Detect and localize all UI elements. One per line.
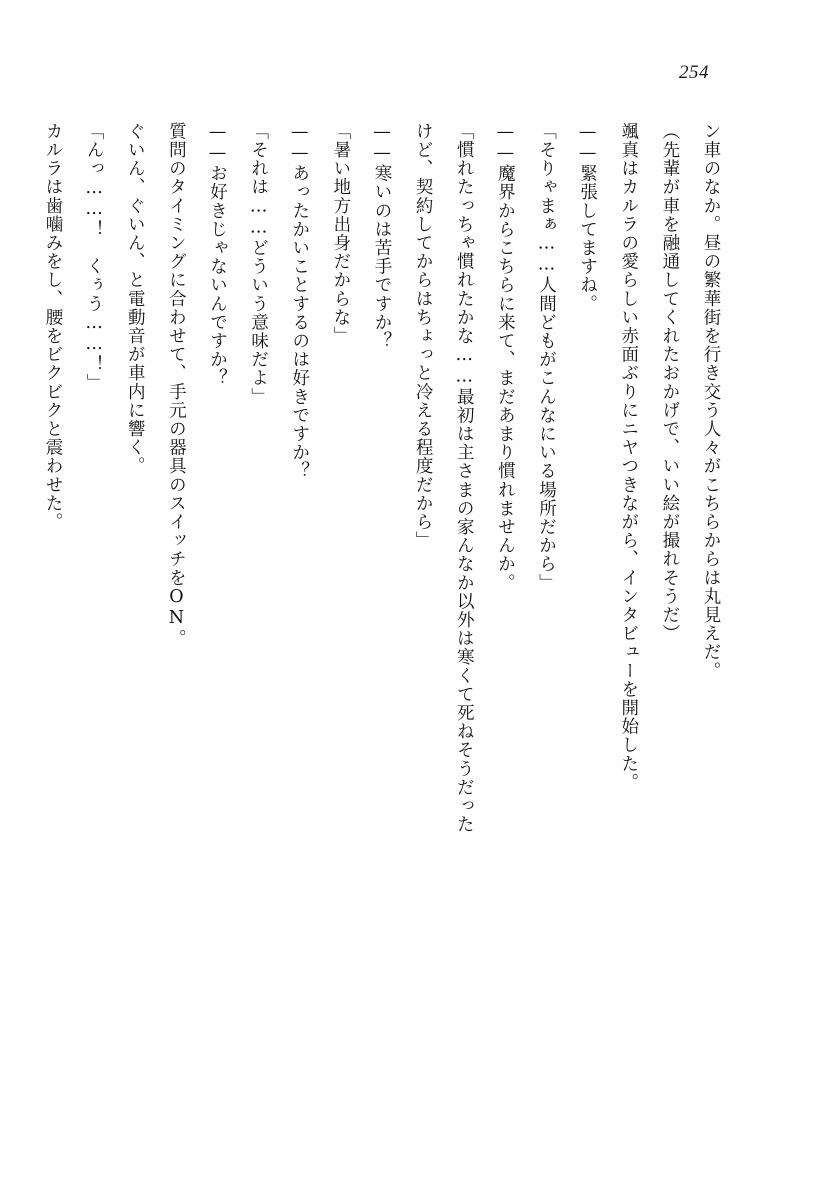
paragraph: 「そりゃまぁ……人間どもがこんなにいる場所だから」 [536, 122, 557, 592]
paragraph: ぐいん、ぐいん、と電動音が車内に響く。 [125, 122, 146, 476]
paragraph: （先輩が車を融通してくれたおかげで、いい絵が撮れそうだ） [659, 122, 680, 643]
paragraph: 「それは……どういう意味だよ」 [248, 122, 269, 406]
paragraph: ——あったかいことするのは好きですか？ [289, 122, 310, 481]
vertical-text-body [43, 122, 731, 1062]
page-number: 254 [679, 62, 709, 83]
paragraph: ——寒いのは苦手ですか？ [372, 122, 392, 351]
paragraph: ——お好きじゃないんですか？ [207, 122, 228, 388]
paragraph: けど、契約してからはちょっと冷える程度だから」 [413, 122, 434, 550]
paragraph: ——魔界からこちらに来て、まだあまり慣れませんか。 [495, 122, 516, 592]
paragraph: 質問のタイミングに合わせて、手元の器具のスイッチをON。 [166, 122, 187, 648]
paragraph: ン車のなか。昼の繁華街を行き交う人々がこちらからは丸見えだ。 [701, 122, 721, 680]
paragraph: 「慣れたっちゃ慣れたかな……最初は主さまの家んなか以外は寒くて死ねそうだった [454, 122, 475, 834]
paragraph: 「んっ……！ くぅう……！」 [84, 122, 105, 393]
paragraph: ——緊張してますね。 [577, 122, 598, 313]
paragraph: 「暑い地方出身だからな」 [330, 122, 351, 346]
paragraph: カルラは歯噛みをし、腰をビクビクと震わせた。 [43, 122, 63, 532]
paragraph: 颯真はカルラの愛らしい赤面ぶりにニヤつきながら、インタビューを開始した。 [618, 122, 639, 792]
